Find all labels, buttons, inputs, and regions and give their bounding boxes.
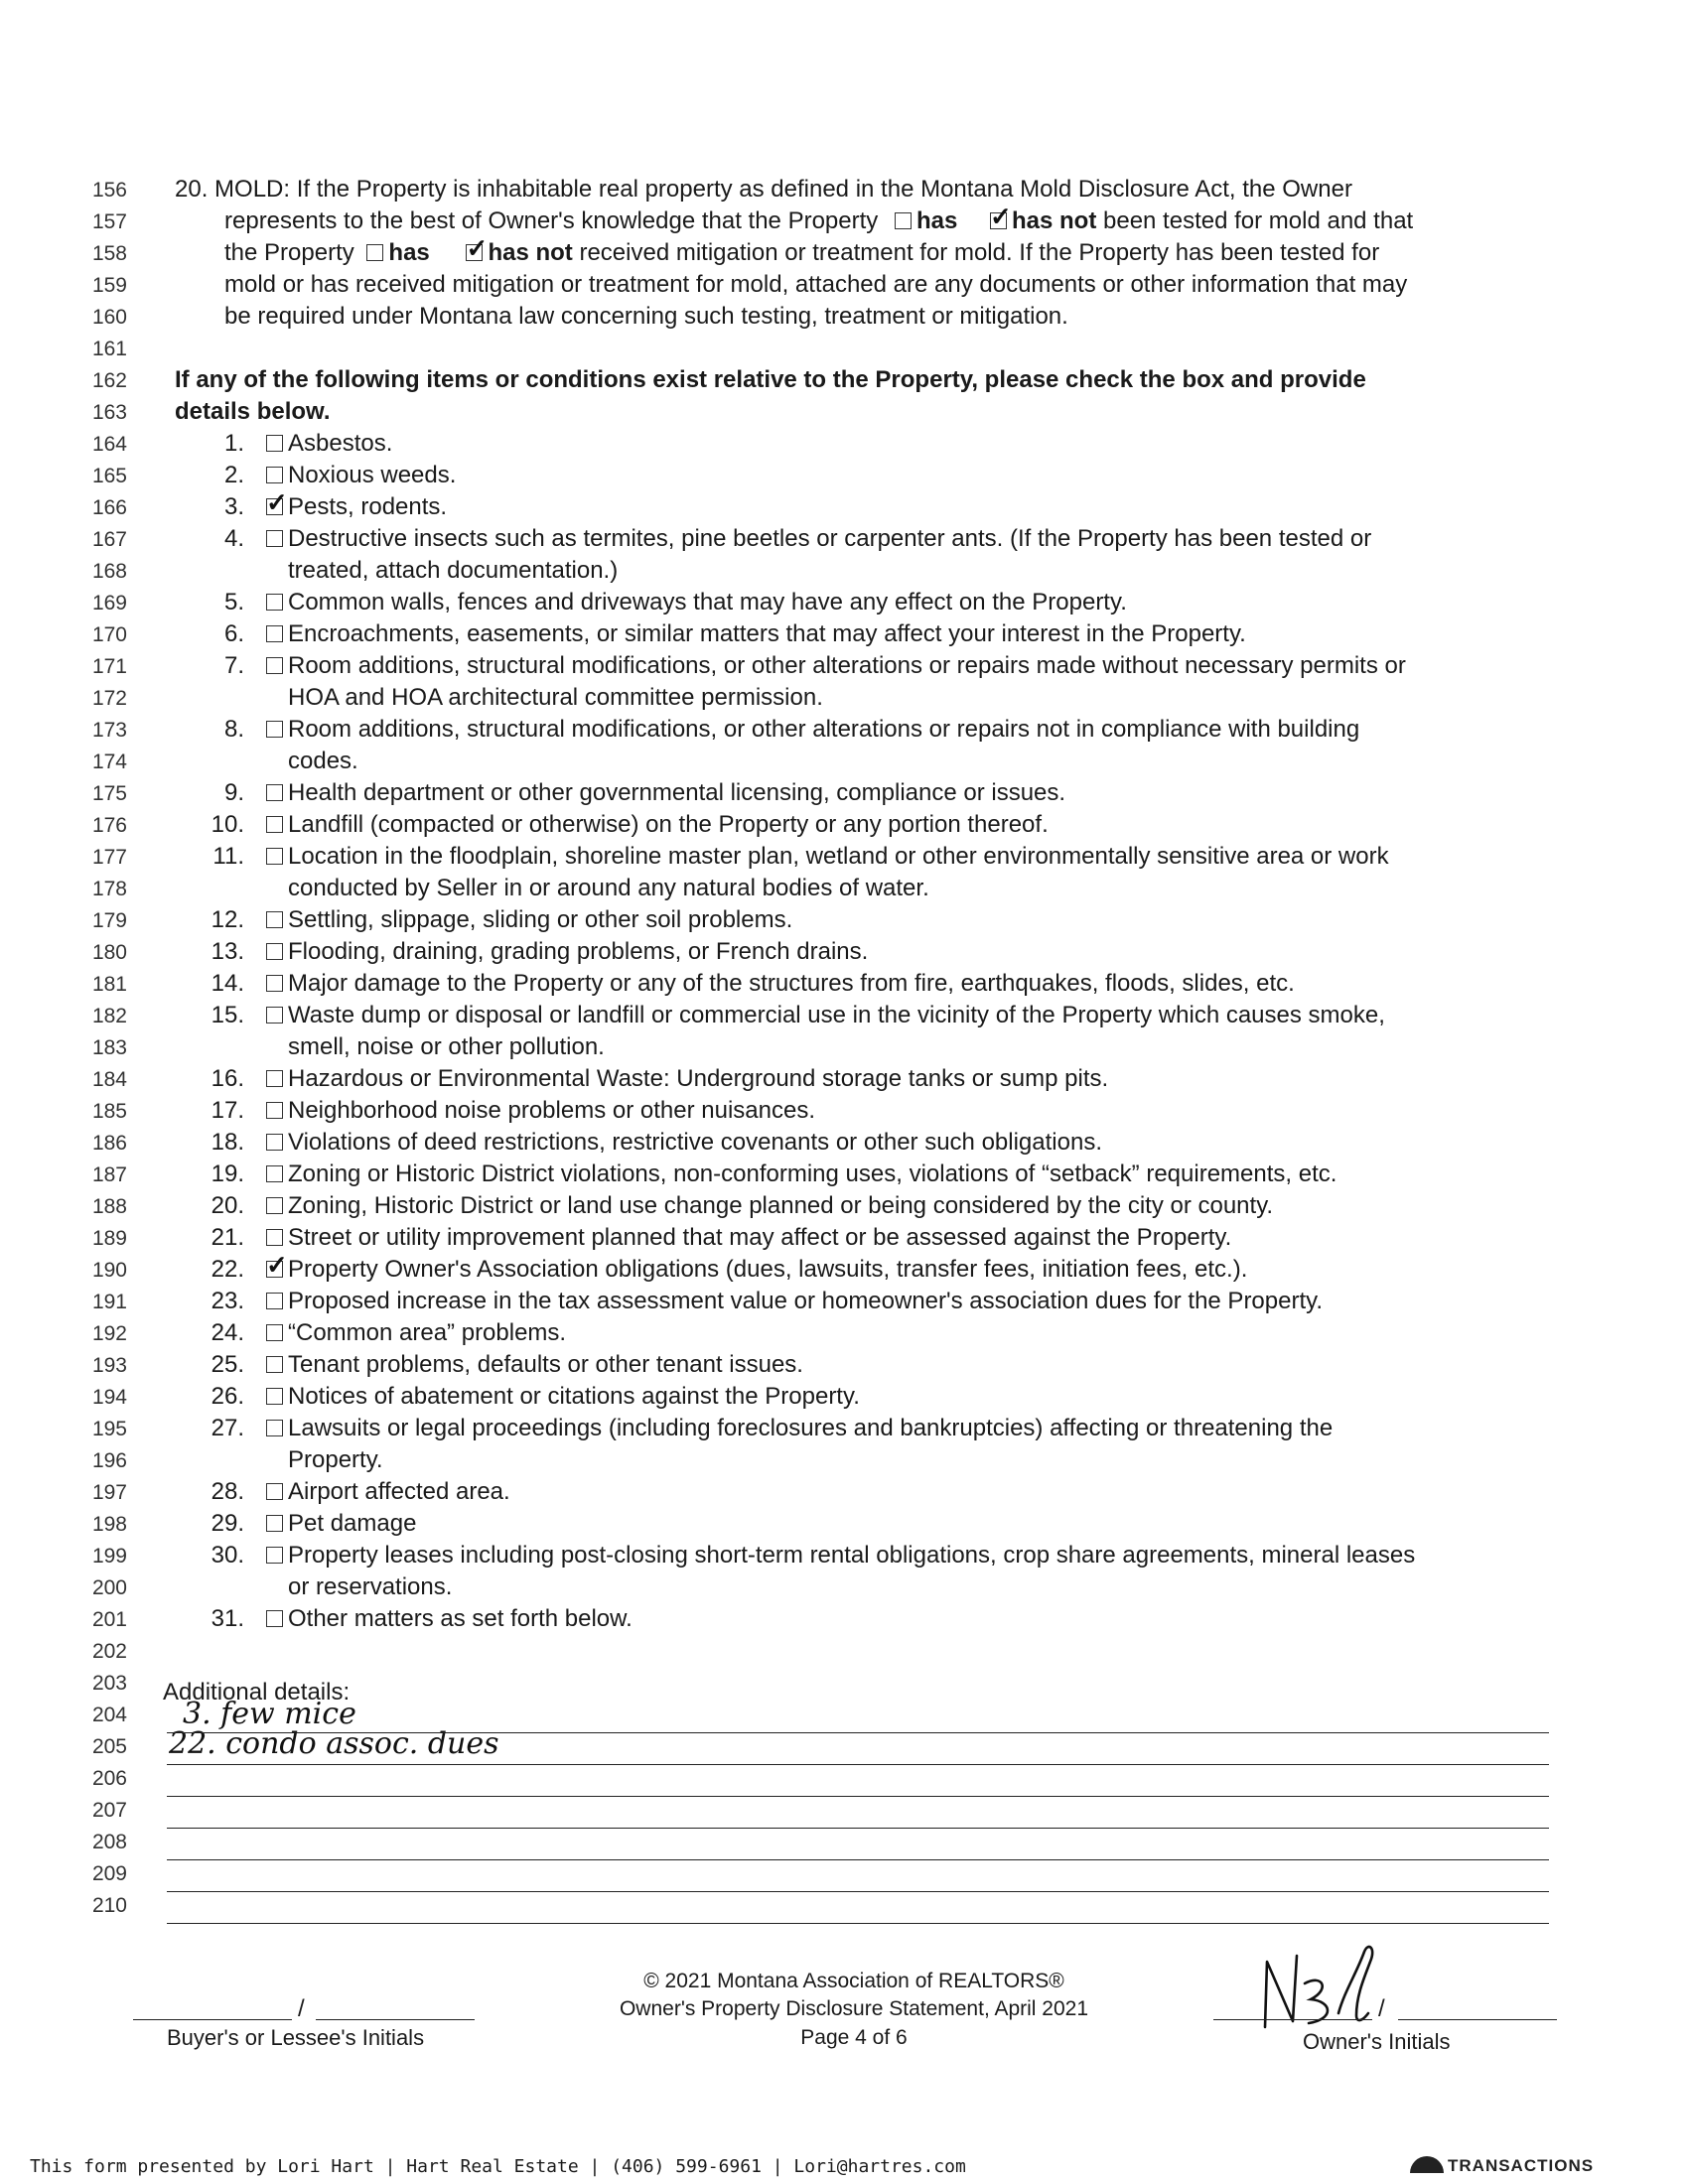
condition-text: Zoning or Historic District violations, non-conforming uses, violations of “setback” requirements, etc.: [288, 1160, 1337, 1187]
item-number: 27.: [211, 1415, 244, 1441]
buyer-initials-label: Buyer's or Lessee's Initials: [167, 2025, 425, 2050]
mold-mitigation-has-not-label: has not: [488, 239, 573, 266]
buyer-initials-line-1[interactable]: [133, 2019, 292, 2020]
condition-item: [266, 1321, 566, 1345]
condition-checkbox[interactable]: [266, 1070, 283, 1087]
condition-checkbox[interactable]: [266, 975, 283, 992]
condition-item: [266, 1258, 1247, 1282]
line-number: 210: [91, 1894, 127, 1917]
conditions-intro-line-2: details below.: [175, 398, 331, 425]
mold-tested-has-label: has: [915, 207, 958, 234]
condition-item: [266, 495, 447, 519]
details-line-3[interactable]: [167, 1796, 1549, 1797]
form-title: Owner's Property Disclosure Statement, April 2021: [619, 1997, 1089, 2021]
condition-text: Room additions, structural modifications, or other alterations or repairs made without necessary permits or: [288, 652, 1406, 679]
condition-checkbox[interactable]: [266, 1229, 283, 1246]
transactions-brand: [1410, 2156, 1594, 2176]
line-number: 181: [91, 973, 127, 996]
condition-checkbox[interactable]: [266, 721, 283, 738]
line-number: 180: [91, 941, 127, 964]
condition-checkbox[interactable]: [266, 1134, 283, 1151]
line-number: 199: [91, 1545, 127, 1568]
condition-text: Noxious weeds.: [288, 462, 457, 488]
line-number: 168: [91, 560, 127, 583]
handwritten-detail-1: 3. few mice: [183, 1697, 356, 1731]
condition-text: Tenant problems, defaults or other tenant issues.: [288, 1351, 803, 1378]
condition-item: [266, 1385, 860, 1409]
condition-item: [266, 718, 1359, 742]
line-number: 174: [91, 751, 127, 773]
item-number: 26.: [211, 1383, 244, 1410]
condition-item: [266, 1194, 1273, 1218]
condition-checkbox[interactable]: [266, 1388, 283, 1405]
buyer-initials-line-2[interactable]: [316, 2019, 475, 2020]
condition-text-continued: treated, attach documentation.): [288, 557, 619, 584]
condition-text: Asbestos.: [288, 430, 393, 457]
line-number: 166: [91, 496, 127, 519]
item-number: 30.: [211, 1542, 244, 1569]
condition-checkbox[interactable]: [266, 1165, 283, 1182]
mold-line-2-end: been tested for mold and that: [1103, 207, 1414, 234]
condition-checkbox[interactable]: [266, 943, 283, 960]
line-number: 208: [91, 1831, 127, 1853]
condition-item: [266, 845, 1389, 869]
condition-item: [266, 464, 456, 487]
condition-text: Neighborhood noise problems or other nuisances.: [288, 1097, 815, 1124]
handwritten-detail-2: 22. condo assoc. dues: [169, 1726, 499, 1761]
details-line-5[interactable]: [167, 1859, 1549, 1860]
condition-text: Airport affected area.: [288, 1478, 510, 1505]
line-number: 172: [91, 687, 127, 710]
mold-mitigation-has-checkbox[interactable]: [366, 244, 383, 261]
condition-checkbox[interactable]: [266, 816, 283, 833]
condition-checkbox[interactable]: [266, 530, 283, 547]
line-number: 167: [91, 528, 127, 551]
item-number: 6.: [223, 620, 244, 647]
condition-item: [266, 1417, 1333, 1440]
condition-text: “Common area” problems.: [288, 1319, 567, 1346]
presented-by-text: This form presented by Lori Hart | Hart Real Estate | (406) 599-6961 | Lori@hartres.com: [30, 2156, 966, 2177]
mold-mitigation-has-label: has: [388, 239, 430, 266]
line-number: 157: [91, 210, 127, 233]
mold-line-5: be required under Montana law concerning such testing, treatment or mitigation.: [224, 303, 1068, 330]
mold-tested-has-not-label: has not: [1011, 207, 1097, 234]
details-line-7[interactable]: [167, 1923, 1549, 1924]
item-number: 12.: [211, 906, 244, 933]
owner-initials-line-1[interactable]: [1213, 2019, 1372, 2020]
line-number: 177: [91, 846, 127, 869]
condition-checkbox[interactable]: [266, 848, 283, 865]
line-number: 191: [91, 1291, 127, 1313]
line-number: 186: [91, 1132, 127, 1155]
condition-text: Zoning, Historic District or land use change planned or being considered by the city or county.: [288, 1192, 1274, 1219]
condition-checkbox[interactable]: [266, 1356, 283, 1373]
mold-line-4: mold or has received mitigation or treatment for mold, attached are any documents or other information that may: [224, 271, 1408, 298]
line-number: 158: [91, 242, 127, 265]
line-number: 189: [91, 1227, 127, 1250]
item-number: 18.: [211, 1129, 244, 1156]
condition-checkbox[interactable]: [266, 1515, 283, 1532]
condition-item: [266, 1099, 815, 1123]
line-number: 203: [91, 1672, 127, 1695]
line-number: 190: [91, 1259, 127, 1282]
condition-item: [266, 1512, 416, 1536]
condition-text: Settling, slippage, sliding or other soil problems.: [288, 906, 793, 933]
line-number: 156: [91, 179, 127, 202]
item-number: 16.: [211, 1065, 244, 1092]
condition-text: Notices of abatement or citations against the Property.: [288, 1383, 860, 1410]
condition-item: [266, 1004, 1385, 1027]
item-number: 25.: [211, 1351, 244, 1378]
condition-text: Property leases including post-closing short-term rental obligations, crop share agreements, mineral leases: [288, 1542, 1416, 1569]
line-number: 188: [91, 1195, 127, 1218]
brand-name: TRANSACTIONS: [1448, 2156, 1595, 2175]
mold-line-3: [224, 241, 1379, 265]
item-number: 17.: [211, 1097, 244, 1124]
line-number: 196: [91, 1449, 127, 1472]
condition-item: [266, 527, 1371, 551]
line-number: 202: [91, 1640, 127, 1663]
item-number: 2.: [223, 462, 244, 488]
details-line-4[interactable]: [167, 1828, 1549, 1829]
owner-initials-label: Owner's Initials: [1303, 2029, 1451, 2054]
item-number: 22.: [211, 1256, 244, 1283]
condition-item: [266, 432, 392, 456]
condition-checkbox[interactable]: [266, 1293, 283, 1309]
mold-line-3-end: received mitigation or treatment for mold. If the Property has been tested for: [579, 239, 1380, 266]
condition-item: [266, 940, 868, 964]
line-number: 163: [91, 401, 127, 424]
item-number: 3.: [223, 493, 244, 520]
details-line-1[interactable]: [167, 1732, 1549, 1733]
condition-item: [266, 1226, 1231, 1250]
item-number: 19.: [211, 1160, 244, 1187]
owner-initials-signature: [1253, 1944, 1392, 2039]
mold-mitigation-has-not-checkbox[interactable]: [466, 244, 483, 261]
owner-initials-slash: /: [1378, 1995, 1385, 2022]
mold-tested-has-checkbox[interactable]: [895, 212, 912, 229]
line-number: 187: [91, 1163, 127, 1186]
condition-checkbox[interactable]: [266, 1197, 283, 1214]
buyer-initials-slash: /: [298, 1995, 305, 2022]
item-number: 13.: [211, 938, 244, 965]
item-number: 31.: [211, 1605, 244, 1632]
owner-initials-line-2[interactable]: [1398, 2019, 1557, 2020]
condition-item: [266, 1067, 1108, 1091]
condition-text: Landfill (compacted or otherwise) on the Property or any portion thereof.: [288, 811, 1049, 838]
item-number: 28.: [211, 1478, 244, 1505]
line-number: 192: [91, 1322, 127, 1345]
condition-text: Health department or other governmental licensing, compliance or issues.: [288, 779, 1066, 806]
condition-checkbox[interactable]: [266, 1420, 283, 1436]
item-number: 21.: [211, 1224, 244, 1251]
condition-item: [266, 972, 1295, 996]
footer-center: [556, 1968, 1152, 2052]
line-number: 161: [91, 338, 127, 360]
line-number: 164: [91, 433, 127, 456]
item-number: 10.: [211, 811, 244, 838]
condition-item: [266, 1353, 803, 1377]
condition-text: Encroachments, easements, or similar matters that may affect your interest in the Property.: [288, 620, 1246, 647]
item-number: 20.: [211, 1192, 244, 1219]
line-number: 183: [91, 1036, 127, 1059]
condition-checkbox[interactable]: [266, 657, 283, 674]
line-number: 198: [91, 1513, 127, 1536]
item-number: 15.: [211, 1002, 244, 1028]
line-number: 194: [91, 1386, 127, 1409]
line-number: 197: [91, 1481, 127, 1504]
mold-tested-has-not-checkbox[interactable]: [990, 212, 1007, 229]
item-number: 29.: [211, 1510, 244, 1537]
item-number: 4.: [223, 525, 244, 552]
item-number: 14.: [211, 970, 244, 997]
condition-text: Flooding, draining, grading problems, or French drains.: [288, 938, 869, 965]
line-number: 169: [91, 592, 127, 614]
condition-checkbox[interactable]: [266, 1261, 283, 1278]
condition-item: [266, 1607, 633, 1631]
additional-details-label: Additional details:: [163, 1679, 351, 1706]
condition-text: Property Owner's Association obligations (dues, lawsuits, transfer fees, initiation fees, etc.).: [288, 1256, 1248, 1283]
condition-checkbox[interactable]: [266, 784, 283, 801]
condition-item: [266, 813, 1049, 837]
line-number: 200: [91, 1576, 127, 1599]
line-number: 207: [91, 1799, 127, 1822]
line-number: 171: [91, 655, 127, 678]
condition-text: Waste dump or disposal or landfill or commercial use in the vicinity of the Property which causes smoke,: [288, 1002, 1385, 1028]
mold-line-3-text: the Property: [224, 239, 354, 266]
line-number: 185: [91, 1100, 127, 1123]
condition-item: [266, 908, 792, 932]
condition-text: Destructive insects such as termites, pine beetles or carpenter ants. (If the Property has been tested or: [288, 525, 1372, 552]
condition-checkbox[interactable]: [266, 594, 283, 611]
condition-text: Lawsuits or legal proceedings (including foreclosures and bankruptcies) affecting or threatening the: [288, 1415, 1334, 1441]
mold-line-1: 20. MOLD: If the Property is inhabitable real property as defined in the Montana Mold Disclosure Act, the Owner: [175, 176, 1352, 203]
details-line-6[interactable]: [167, 1891, 1549, 1892]
condition-text-continued: codes.: [288, 748, 358, 774]
condition-item: [266, 1544, 1415, 1568]
line-number: 193: [91, 1354, 127, 1377]
line-number: 209: [91, 1862, 127, 1885]
line-number: 170: [91, 623, 127, 646]
item-number: 24.: [211, 1319, 244, 1346]
condition-item: [266, 1480, 510, 1504]
condition-text-continued: or reservations.: [288, 1573, 453, 1600]
line-number: 162: [91, 369, 127, 392]
condition-checkbox[interactable]: [266, 435, 283, 452]
line-number: 205: [91, 1735, 127, 1758]
item-number: 11.: [212, 843, 244, 870]
condition-checkbox[interactable]: [266, 1007, 283, 1024]
mold-line-2: [224, 209, 1413, 233]
condition-item: [266, 1290, 1323, 1313]
item-number: 5.: [223, 589, 244, 615]
condition-checkbox[interactable]: [266, 1483, 283, 1500]
item-number: 8.: [223, 716, 244, 743]
line-number: 182: [91, 1005, 127, 1027]
condition-text-continued: smell, noise or other pollution.: [288, 1033, 605, 1060]
line-number: 165: [91, 465, 127, 487]
line-number: 159: [91, 274, 127, 297]
condition-text: Common walls, fences and driveways that may have any effect on the Property.: [288, 589, 1127, 615]
line-number: 179: [91, 909, 127, 932]
condition-text: Proposed increase in the tax assessment value or homeowner's association dues for the Property.: [288, 1288, 1324, 1314]
condition-text-continued: Property.: [288, 1446, 383, 1473]
condition-text: Location in the floodplain, shoreline master plan, wetland or other environmentally sensitive area or work: [288, 843, 1389, 870]
condition-checkbox[interactable]: [266, 625, 283, 642]
line-number: 173: [91, 719, 127, 742]
copyright-text: © 2021 Montana Association of REALTORS®: [643, 1970, 1064, 1992]
line-number: 178: [91, 878, 127, 900]
line-number: 160: [91, 306, 127, 329]
condition-text: Street or utility improvement planned that may affect or be assessed against the Property.: [288, 1224, 1232, 1251]
conditions-intro-line-1: If any of the following items or conditions exist relative to the Property, please check the box and provide: [175, 366, 1366, 393]
page-number: Page 4 of 6: [800, 2025, 908, 2049]
condition-text: Hazardous or Environmental Waste: Underground storage tanks or sump pits.: [288, 1065, 1109, 1092]
line-number: 206: [91, 1767, 127, 1790]
condition-checkbox[interactable]: [266, 911, 283, 928]
condition-checkbox[interactable]: [266, 1102, 283, 1119]
line-number: 204: [91, 1704, 127, 1726]
item-number: 9.: [223, 779, 244, 806]
mold-line-2-text: represents to the best of Owner's knowledge that the Property: [224, 207, 879, 234]
line-number: 195: [91, 1418, 127, 1440]
condition-text: Major damage to the Property or any of the structures from fire, earthquakes, floods, slides, etc.: [288, 970, 1295, 997]
condition-item: [266, 1131, 1102, 1155]
condition-checkbox[interactable]: [266, 1610, 283, 1627]
line-number: 176: [91, 814, 127, 837]
condition-item: [266, 591, 1127, 614]
condition-checkbox[interactable]: [266, 1547, 283, 1564]
line-number: 184: [91, 1068, 127, 1091]
condition-text: Violations of deed restrictions, restrictive covenants or other such obligations.: [288, 1129, 1102, 1156]
item-number: 7.: [223, 652, 244, 679]
brand-logo-icon: [1410, 2156, 1444, 2173]
line-number: 201: [91, 1608, 127, 1631]
condition-item: [266, 781, 1065, 805]
condition-text: Pests, rodents.: [288, 493, 448, 520]
condition-item: [266, 1162, 1336, 1186]
condition-item: [266, 654, 1406, 678]
condition-text: Pet damage: [288, 1510, 417, 1537]
condition-text-continued: conducted by Seller in or around any natural bodies of water.: [288, 875, 929, 901]
condition-checkbox[interactable]: [266, 467, 283, 483]
condition-item: [266, 622, 1246, 646]
condition-text: Other matters as set forth below.: [288, 1605, 633, 1632]
condition-text-continued: HOA and HOA architectural committee permission.: [288, 684, 823, 711]
line-number: 175: [91, 782, 127, 805]
condition-checkbox[interactable]: [266, 498, 283, 515]
details-line-2[interactable]: [167, 1764, 1549, 1765]
item-number: 23.: [211, 1288, 244, 1314]
condition-checkbox[interactable]: [266, 1324, 283, 1341]
item-number: 1.: [223, 430, 244, 457]
condition-text: Room additions, structural modifications, or other alterations or repairs not in compliance with building: [288, 716, 1360, 743]
